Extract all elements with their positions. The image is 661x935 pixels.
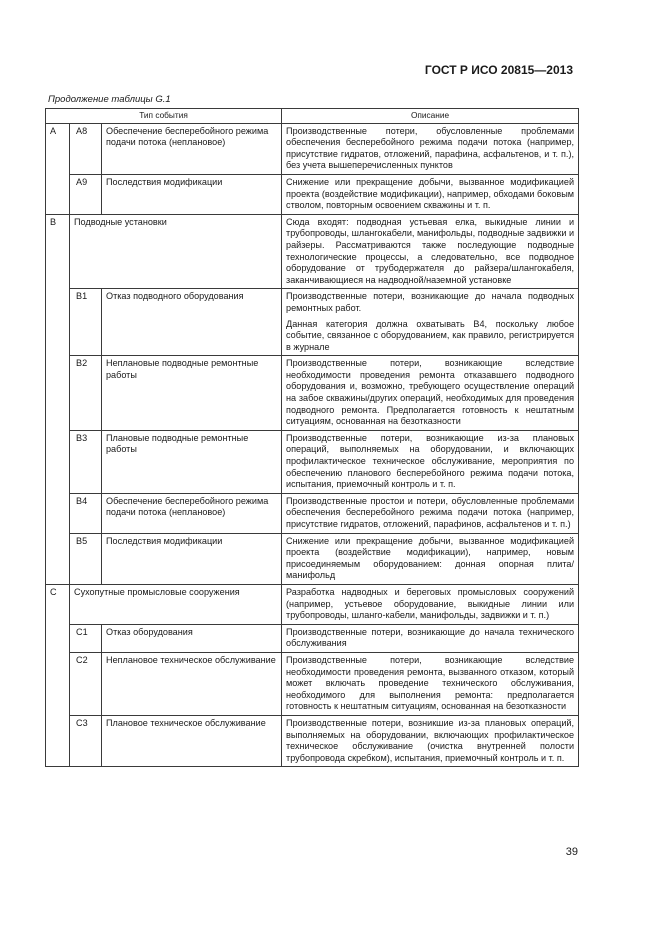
group-name: Сухопутные промысловые сооружения — [70, 584, 282, 624]
event-description — [282, 289, 579, 356]
events-table — [45, 108, 579, 767]
event-description: Производственные потери, возникающие вследствие необходимости проведения ремонта отказавшего подводного оборудования и, возможно, требующего осуществление операций на забое скважины/других операций, необходимых для проведения подводного ремонта. Предполагается готовность к нештатным ситуациям, основанная на безотказности — [282, 356, 579, 431]
table-row — [46, 652, 579, 715]
table-row — [46, 430, 579, 493]
table-row — [46, 174, 579, 214]
event-code: C2 — [70, 652, 102, 715]
group-description: Сюда входят: подводная устьевая елка, выкидные линии и трубопроводы, шлангокабели, манифольды, подводные задвижки и райзеры. Рассматриваются также последующие подводные технологические процессы, а следовательно, все подводное оборудование от трубодержателя до райзера/шлангокабеля, заканчивающиеся на надводной/наземной установке — [282, 214, 579, 289]
event-name: Последствия модификации — [102, 533, 282, 584]
event-description: Производственные потери, возникающие вследствие необходимости проведения ремонта, вызванного отказом, который может включать проведение технического обслуживания, необходимого для выполнения ремонта: предполагается готовность к нештатным ситуациям, основанная на безотказности — [282, 652, 579, 715]
table-row — [46, 533, 579, 584]
event-name: Плановое техническое обслуживание — [102, 715, 282, 766]
table-row — [46, 624, 579, 652]
description-paragraph: Производственные потери, возникающие до начала подводных ремонтных работ. — [286, 291, 575, 313]
event-name: Неплановое техническое обслуживание — [102, 652, 282, 715]
group-name: Подводные установки — [70, 214, 282, 289]
table-row — [46, 123, 579, 174]
event-code: A9 — [70, 174, 102, 214]
event-name: Плановые подводные ремонтные работы — [102, 430, 282, 493]
table-row — [46, 289, 579, 356]
event-name: Отказ оборудования — [102, 624, 282, 652]
event-description: Снижение или прекращение добычи, вызванное модификацией проекта (воздействие модификации), например, обходами боковым стволом, повторным освоением скважины и т. п. — [282, 174, 579, 214]
event-code: C3 — [70, 715, 102, 766]
standard-header: ГОСТ Р ИСО 20815—2013 — [424, 63, 573, 77]
table-row — [46, 214, 579, 289]
table-header-row — [46, 109, 579, 124]
event-code: A8 — [70, 123, 102, 174]
event-name: Неплановые подводные ремонтные работы — [102, 356, 282, 431]
event-code: B2 — [70, 356, 102, 431]
event-description: Производственные потери, возникшие из-за плановых операций, выполняемых на оборудовании, включающих профилактическое техническое обслуживание (очистка внутренней полости трубопровода скребком), испытания, приемочный контроль и т. п. — [282, 715, 579, 766]
group-code-a: A — [46, 123, 70, 214]
column-header-event: Тип события — [46, 109, 282, 124]
event-code: B5 — [70, 533, 102, 584]
table-row — [46, 356, 579, 431]
group-code-c: C — [46, 584, 70, 766]
group-code-b: B — [46, 214, 70, 584]
table-row — [46, 493, 579, 533]
event-code: B3 — [70, 430, 102, 493]
event-description: Снижение или прекращение добычи, вызванное модификацией проекта (воздействие модификации), например, новым присоединяемым оборудованием: донная опорная плита/манифольд — [282, 533, 579, 584]
event-code: B1 — [70, 289, 102, 356]
table-row — [46, 715, 579, 766]
event-name: Обеспечение бесперебойного режима подачи потока (неплановое) — [102, 123, 282, 174]
event-code: C1 — [70, 624, 102, 652]
column-header-description: Описание — [282, 109, 579, 124]
page-number: 39 — [565, 846, 578, 858]
event-description: Производственные потери, возникающие до начала технического обслуживания — [282, 624, 579, 652]
table-row — [46, 584, 579, 624]
event-code: B4 — [70, 493, 102, 533]
event-description: Производственные потери, обусловленные проблемами обеспечения бесперебойного режима подачи потока (например, присутствие гидратов, отложений, парафина, асфальтенов, и т. п.), без учета вышеперечисленных пунктов — [282, 123, 579, 174]
group-description: Разработка надводных и береговых промысловых сооружений (например, устьевое оборудование, выкидные линии или трубопроводы, шланго-кабели, манифольды, задвижки и т. п.) — [282, 584, 579, 624]
table-caption: Продолжение таблицы G.1 — [48, 94, 171, 105]
event-name: Обеспечение бесперебойного режима подачи потока (неплановое) — [102, 493, 282, 533]
event-description: Производственные простои и потери, обусловленные проблемами обеспечения бесперебойного режима подачи потока (например, присутствие гидратов, отложений, парафинов, асфальтенов и т. п.) — [282, 493, 579, 533]
event-description: Производственные потери, возникающие из-за плановых операций, выполняемых на оборудовании, и включающих профилактическое техническое обслуживание, мероприятия по обеспечению планового бесперебойного режима подачи потока, испытания, приемочный контроль и т. п. — [282, 430, 579, 493]
event-name: Отказ подводного оборудования — [102, 289, 282, 356]
description-paragraph: Данная категория должна охватывать B4, поскольку любое событие, связанное с оборудованием, как правило, регистрируется в журнале — [286, 318, 575, 352]
event-name: Последствия модификации — [102, 174, 282, 214]
